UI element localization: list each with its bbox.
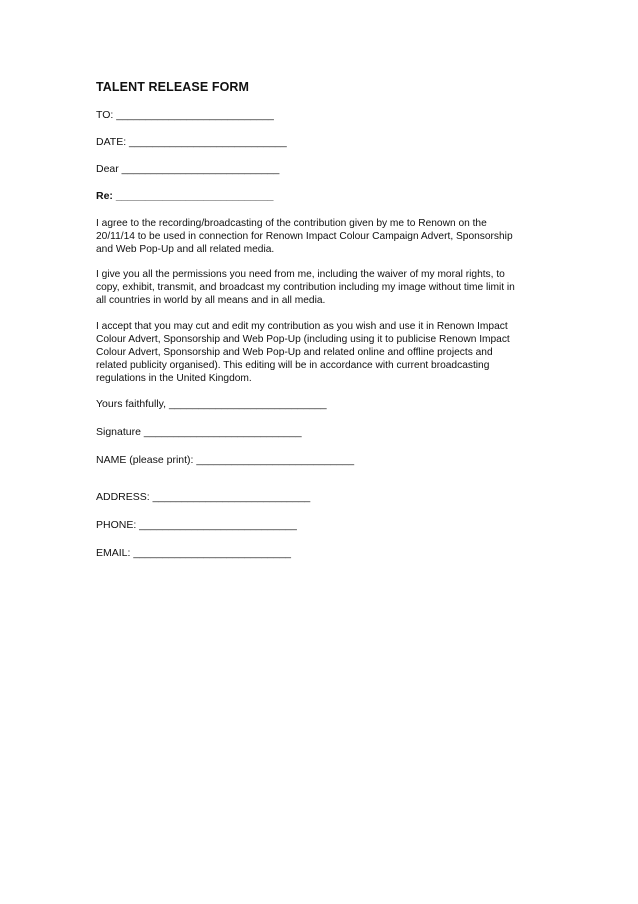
to-field: TO: ___________________________: [96, 109, 274, 121]
name-field: NAME (please print): ___________________________: [96, 454, 355, 466]
agreement-paragraph: [96, 217, 546, 256]
paragraph-line: I agree to the recording/broadcasting of the contribution given by me to Renown on the: [96, 218, 487, 229]
date-field: DATE: ___________________________: [96, 136, 287, 148]
paragraph-line: Colour Advert, Sponsorship and Web Pop-Up and related online and offline projects and: [96, 347, 493, 358]
paragraph-line: copy, exhibit, transmit, and broadcast my contribution including my image without time limit in: [96, 282, 515, 293]
paragraph-line: 20/11/14 to be used in connection for Renown Impact Colour Campaign Advert, Sponsorship: [96, 231, 513, 242]
form-title: TALENT RELEASE FORM: [96, 80, 250, 94]
email-field: EMAIL: ___________________________: [96, 547, 292, 559]
paragraph-line: I accept that you may cut and edit my contribution as you wish and use it in Renown Impact: [96, 321, 508, 332]
paragraph-line: all countries in world by all means and in all media.: [96, 295, 326, 306]
re-field: Re: ___________________________: [96, 190, 274, 202]
address-field: ADDRESS: ___________________________: [96, 491, 311, 503]
editing-paragraph: [96, 320, 546, 385]
paragraph-line: related publicity organised). This editing will be in accordance with current broadcasting: [96, 360, 490, 371]
paragraph-line: regulations in the United Kingdom.: [96, 373, 252, 384]
dear-field: Dear ___________________________: [96, 163, 280, 175]
paragraph-line: Colour Advert, Sponsorship and Web Pop-Up (including using it to publicise Renown Impact: [96, 334, 510, 345]
phone-field: PHONE: ___________________________: [96, 519, 297, 531]
paragraph-line: and Web Pop-Up and all related media.: [96, 244, 275, 255]
yours-faithfully-field: Yours faithfully, ___________________________: [96, 398, 327, 410]
signature-field: Signature ___________________________: [96, 426, 302, 438]
paragraph-line: I give you all the permissions you need from me, including the waiver of my moral rights, to: [96, 269, 505, 280]
permissions-paragraph: [96, 268, 546, 307]
